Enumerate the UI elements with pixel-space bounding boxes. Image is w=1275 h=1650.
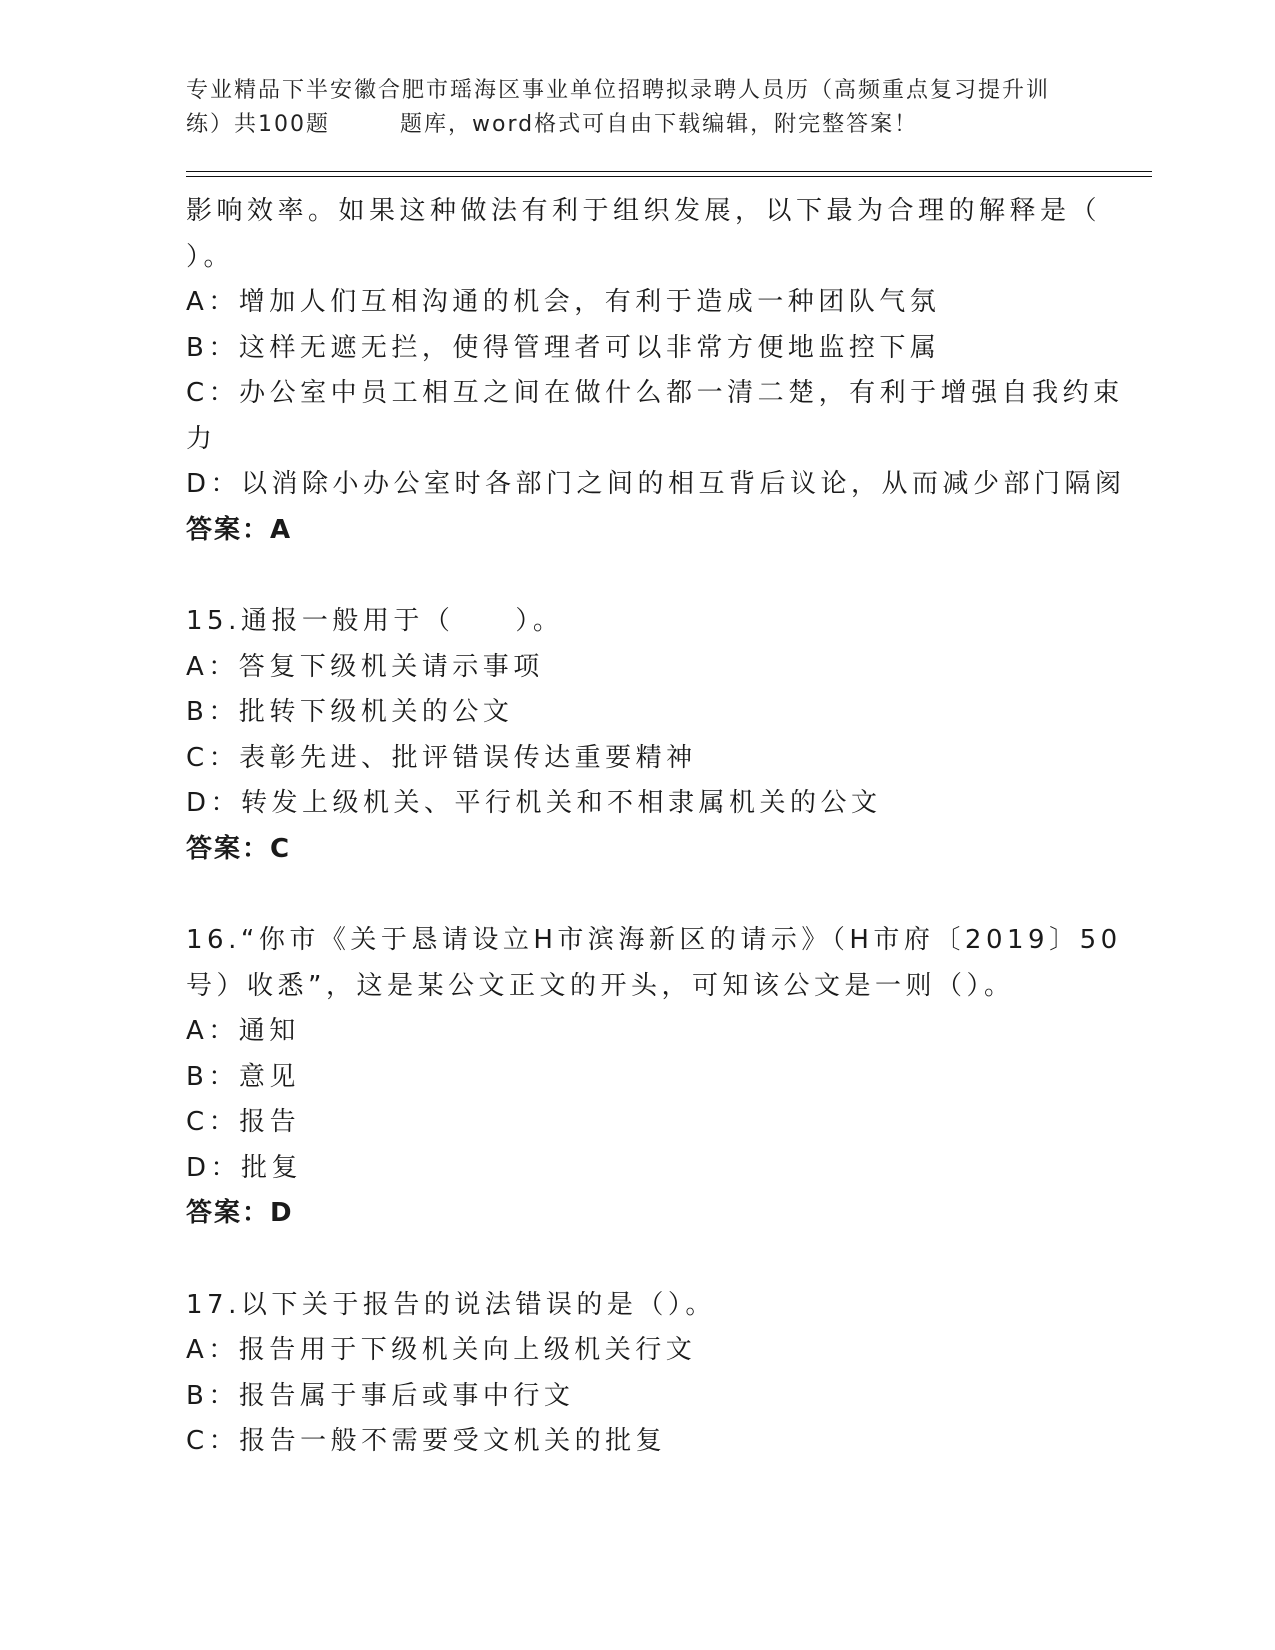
page-header bbox=[186, 74, 1086, 142]
option-d: D：转发上级机关、平行机关和不相隶属机关的公文 bbox=[186, 788, 882, 818]
option-c: C：报告 bbox=[186, 1107, 301, 1137]
question-15 bbox=[186, 599, 1086, 872]
option-b: B：批转下级机关的公文 bbox=[186, 697, 514, 727]
question-text: 号）收悉”，这是某公文正文的开头，可知该公文是一则（）。 bbox=[186, 970, 1015, 1001]
header-description: 题库，word格式可自由下载编辑，附完整答案！ bbox=[400, 112, 919, 137]
answer: 答案：A bbox=[186, 514, 293, 545]
header-line-2 bbox=[186, 108, 1086, 142]
option-b: B：这样无遮无拦，使得管理者可以非常方便地监控下属 bbox=[186, 332, 941, 363]
question-14 bbox=[186, 189, 1126, 553]
question-text: 17.以下关于报告的说法错误的是（）。 bbox=[186, 1289, 716, 1320]
option-b: B：意见 bbox=[186, 1061, 300, 1092]
option-c-continued: 力 bbox=[186, 423, 217, 454]
option-a: A：增加人们互相沟通的机会，有利于造成一种团队气氛 bbox=[186, 287, 941, 317]
header-line-1: 专业精品下半安徽合肥市瑶海区事业单位招聘拟录聘人员历（高频重点复习提升训 bbox=[186, 78, 1051, 103]
question-17 bbox=[186, 1283, 1086, 1465]
question-text: 15.通报一般用于（ ）。 bbox=[186, 606, 564, 636]
question-text: ）。 bbox=[186, 241, 235, 272]
option-c: C：表彰先进、批评错误传达重要精神 bbox=[186, 742, 697, 773]
question-text: 16.“你市《关于恳请设立H市滨海新区的请示》（H市府〔2019〕50 bbox=[186, 925, 1122, 955]
option-a: A：报告用于下级机关向上级机关行文 bbox=[186, 1335, 697, 1365]
document-body bbox=[186, 189, 1126, 1465]
header-rule-top bbox=[186, 171, 1152, 172]
header-rule-bottom bbox=[186, 176, 1152, 177]
header-count: 练）共100题 bbox=[186, 112, 330, 137]
question-text: 影响效率。如果这种做法有利于组织发展，以下最为合理的解释是（ bbox=[186, 196, 1102, 226]
option-a: A：答复下级机关请示事项 bbox=[186, 651, 544, 682]
answer: 答案：C bbox=[186, 833, 292, 864]
option-d: D：批复 bbox=[186, 1152, 303, 1183]
option-b: B：报告属于事后或事中行文 bbox=[186, 1380, 575, 1411]
option-a: A：通知 bbox=[186, 1016, 300, 1046]
answer: 答案：D bbox=[186, 1198, 294, 1228]
option-d: D：以消除小办公室时各部门之间的相互背后议论，从而减少部门隔阂 bbox=[186, 469, 1126, 499]
option-c: C：报告一般不需要受文机关的批复 bbox=[186, 1426, 667, 1456]
question-16 bbox=[186, 918, 1122, 1237]
option-c: C：办公室中员工相互之间在做什么都一清二楚，有利于增强自我约束 bbox=[186, 378, 1124, 408]
